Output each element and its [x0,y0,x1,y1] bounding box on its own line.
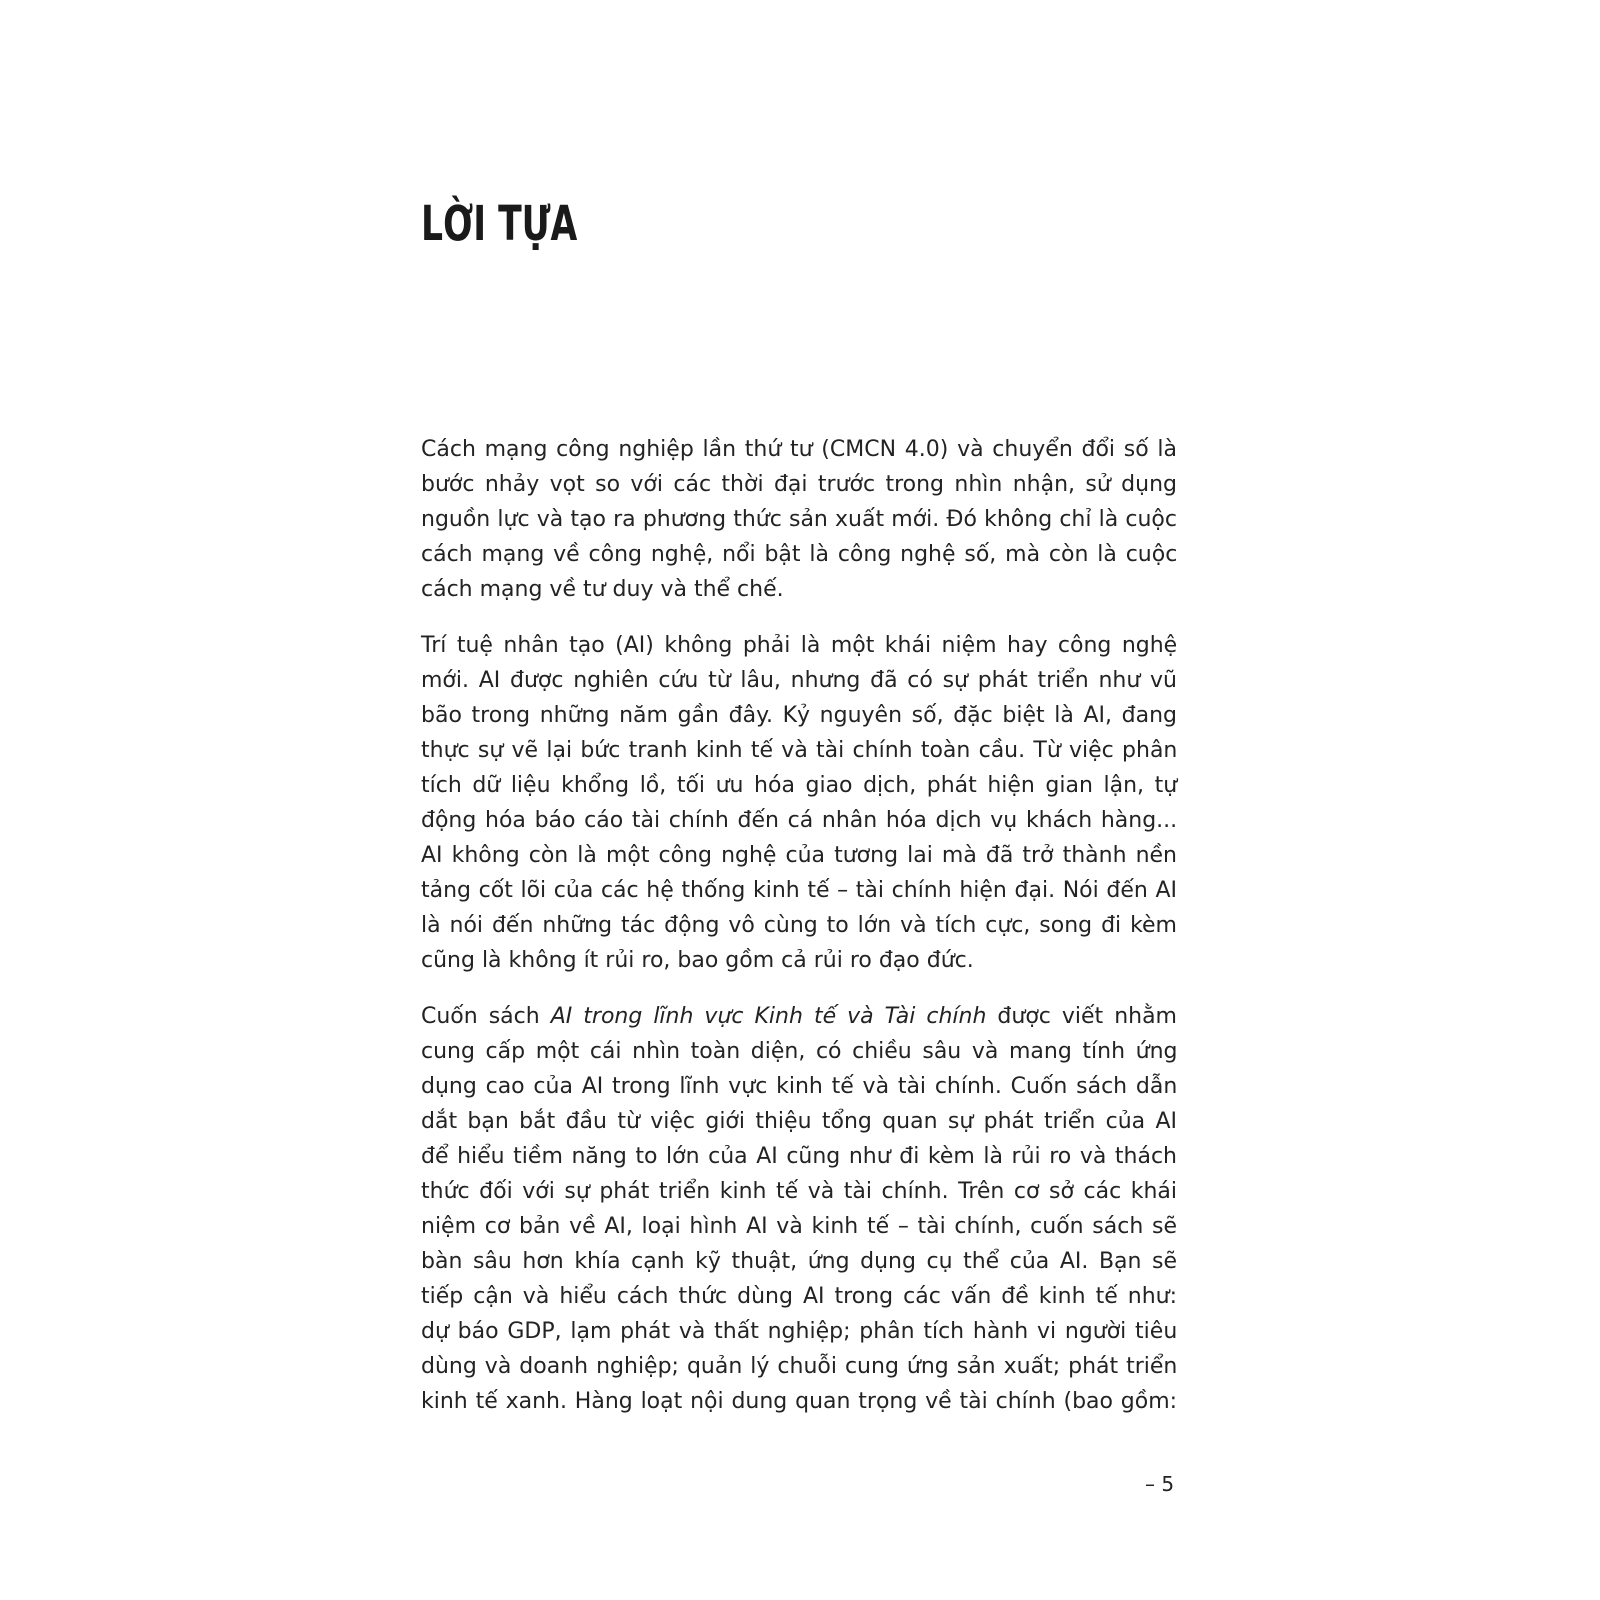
paragraph-2 [421,628,1177,978]
text-line: cách mạng về tư duy và thể chế. [421,577,784,602]
text-line: cũng là không ít rủi ro, bao gồm cả rủi ro đạo đức. [421,948,974,973]
text-line: dự báo GDP, lạm phát và thất nghiệp; phân tích hành vi người tiêu [421,1319,1178,1344]
text-line: kinh tế xanh. Hàng loạt nội dung quan trọng về tài chính (bao gồm: [421,1389,1178,1414]
text-line: dụng cao của AI trong lĩnh vực kinh tế và tài chính. Cuốn sách dẫn [421,1074,1178,1099]
text-line-first [421,999,1177,1034]
text-line: là nói đến những tác động vô cùng to lớn và tích cực, song đi kèm [421,913,1177,938]
text-line: niệm cơ bản về AI, loại hình AI và kinh tế – tài chính, cuốn sách sẽ [421,1214,1177,1239]
text-line: Trí tuệ nhân tạo (AI) không phải là một khái niệm hay công nghệ [421,633,1178,658]
text-line: dắt bạn bắt đầu từ việc giới thiệu tổng quan sự phát triển của AI [421,1109,1178,1134]
text-line: dùng và doanh nghiệp; quản lý chuỗi cung ứng sản xuất; phát triển [421,1354,1178,1379]
text-line: cách mạng về công nghệ, nổi bật là công nghệ số, mà còn là cuộc [421,542,1178,567]
text-line: AI không còn là một công nghệ của tương lai mà đã trở thành nền [421,843,1177,868]
book-title-italic: AI trong lĩnh vực Kinh tế và Tài chính [550,1004,987,1029]
text-line: tiếp cận và hiểu cách thức dùng AI trong các vấn đề kinh tế như: [421,1284,1177,1309]
text-line: cung cấp một cái nhìn toàn diện, có chiều sâu và mang tính ứng [421,1039,1178,1064]
text-line: bão trong những năm gần đây. Kỷ nguyên số, đặc biệt là AI, đang [421,703,1177,728]
text-line: động hóa báo cáo tài chính đến cá nhân hóa dịch vụ khách hàng... [421,808,1178,833]
text-line: thức đối với sự phát triển kinh tế và tài chính. Trên cơ sở các khái [421,1179,1177,1204]
text-line: bước nhảy vọt so với các thời đại trước trong nhìn nhận, sử dụng [421,472,1177,497]
text-line: thực sự vẽ lại bức tranh kinh tế và tài chính toàn cầu. Từ việc phân [421,738,1178,763]
body-text [421,432,1177,1440]
page-number: – 5 [1145,1472,1175,1496]
text-suffix: được viết nhằm [986,1004,1177,1029]
text-line: mới. AI được nghiên cứu từ lâu, nhưng đã có sự phát triển như vũ [421,668,1177,693]
text-line: để hiểu tiềm năng to lớn của AI cũng như đi kèm là rủi ro và thách [421,1144,1177,1169]
text-line: tảng cốt lõi của các hệ thống kinh tế – tài chính hiện đại. Nói đến AI [421,878,1177,903]
page-title: LỜI TỰA [421,196,578,252]
text-line: nguồn lực và tạo ra phương thức sản xuất mới. Đó không chỉ là cuộc [421,507,1177,532]
text-prefix: Cuốn sách [421,1004,551,1029]
text-line: tích dữ liệu khổng lồ, tối ưu hóa giao dịch, phát hiện gian lận, tự [421,773,1178,798]
paragraph-1 [421,432,1177,607]
paragraph-3 [421,999,1177,1419]
text-line: bàn sâu hơn khía cạnh kỹ thuật, ứng dụng cụ thể của AI. Bạn sẽ [421,1249,1178,1274]
text-line: Cách mạng công nghiệp lần thứ tư (CMCN 4.0) và chuyển đổi số là [421,437,1177,462]
